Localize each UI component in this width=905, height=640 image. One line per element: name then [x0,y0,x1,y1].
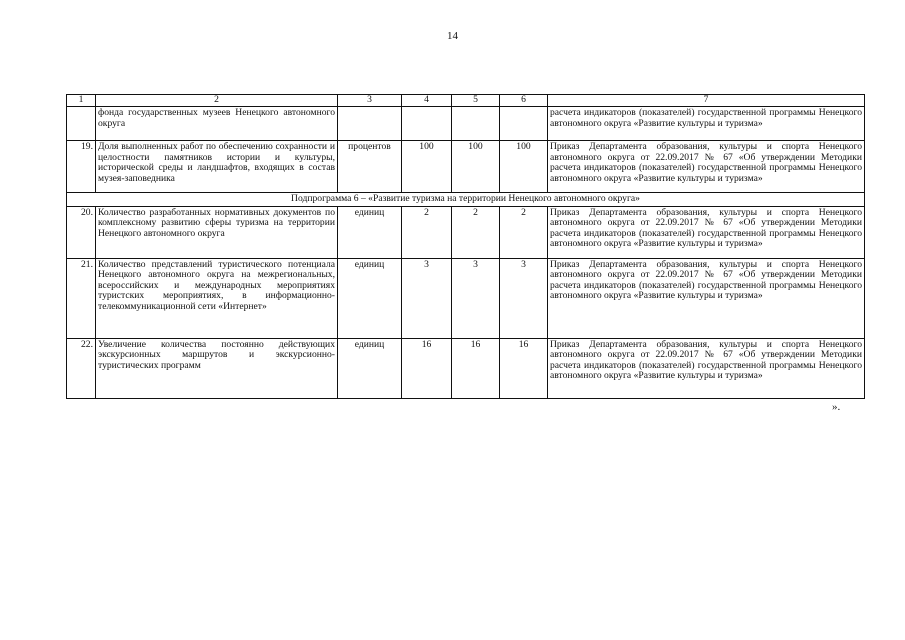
closing-quote: ». [832,401,841,413]
value-col6: 2 [500,206,548,258]
unit: единиц [338,338,402,398]
column-number: 1 [67,95,96,107]
table-row [67,258,865,338]
column-number: 6 [500,95,548,107]
column-number-row [67,95,865,107]
column-number: 2 [96,95,338,107]
indicator-name: Количество представлений туристического потенциала Ненецкого автономного округа на межрегиональных, всероссийских и международных мероприятиях туристских мероприятиях, в информационно-телекоммуникационной сети «Интернет» [96,258,338,338]
source-document: расчета индикаторов (показателей) государственной программы Ненецкого автономного округа «Развитие культуры и туризма» [548,107,865,141]
unit [338,107,402,141]
column-number: 3 [338,95,402,107]
row-number: 22. [67,338,96,398]
unit: единиц [338,206,402,258]
unit: единиц [338,258,402,338]
column-number: 5 [452,95,500,107]
row-number [67,107,96,141]
source-document: Приказ Департамента образования, культуры и спорта Ненецкого автономного округа от 22.09.2017 № 67 «Об утверждении Методики расчета индикаторов (показателей) государственной программы Ненецкого автономного округа «Развитие культуры и туризма» [548,141,865,193]
row-number: 20. [67,206,96,258]
table-row [67,338,865,398]
column-number: 4 [402,95,452,107]
indicator-name: Количество разработанных нормативных документов по комплексному развитию сферы туризма на территории Ненецкого автономного округа [96,206,338,258]
value-col4: 16 [402,338,452,398]
table-row [67,206,865,258]
value-col5: 16 [452,338,500,398]
value-col5: 3 [452,258,500,338]
table-row [67,141,865,193]
value-col5: 2 [452,206,500,258]
indicator-name: Увеличение количества постоянно действующих экскурсионных маршрутов и экскурсионно-туристических программ [96,338,338,398]
indicators-table [66,94,865,399]
column-number: 7 [548,95,865,107]
source-document: Приказ Департамента образования, культуры и спорта Ненецкого автономного округа от 22.09.2017 № 67 «Об утверждении Методики расчета индикаторов (показателей) государственной программы Ненецкого автономного округа «Развитие культуры и туризма» [548,206,865,258]
value-col4: 2 [402,206,452,258]
value-col6: 100 [500,141,548,193]
value-col6: 16 [500,338,548,398]
value-col5: 100 [452,141,500,193]
row-number: 19. [67,141,96,193]
subprogram-title: Подпрограмма 6 – «Развитие туризма на территории Ненецкого автономного округа» [67,193,865,207]
table-row [67,107,865,141]
value-col4 [402,107,452,141]
source-document: Приказ Департамента образования, культуры и спорта Ненецкого автономного округа от 22.09.2017 № 67 «Об утверждении Методики расчета индикаторов (показателей) государственной программы Ненецкого автономного округа «Развитие культуры и туризма» [548,258,865,338]
value-col4: 100 [402,141,452,193]
value-col5 [452,107,500,141]
indicator-name: фонда государственных музеев Ненецкого автономного округа [96,107,338,141]
row-number: 21. [67,258,96,338]
indicator-name: Доля выполненных работ по обеспечению сохранности и целостности памятников истории и культуры, исторической среды и ландшафтов, входящих в состав музея-заповедника [96,141,338,193]
subprogram-row [67,193,865,207]
value-col6 [500,107,548,141]
value-col4: 3 [402,258,452,338]
source-document: Приказ Департамента образования, культуры и спорта Ненецкого автономного округа от 22.09.2017 № 67 «Об утверждении Методики расчета индикаторов (показателей) государственной программы Ненецкого автономного округа «Развитие культуры и туризма» [548,338,865,398]
page-number: 14 [447,30,458,42]
value-col6: 3 [500,258,548,338]
unit: процентов [338,141,402,193]
